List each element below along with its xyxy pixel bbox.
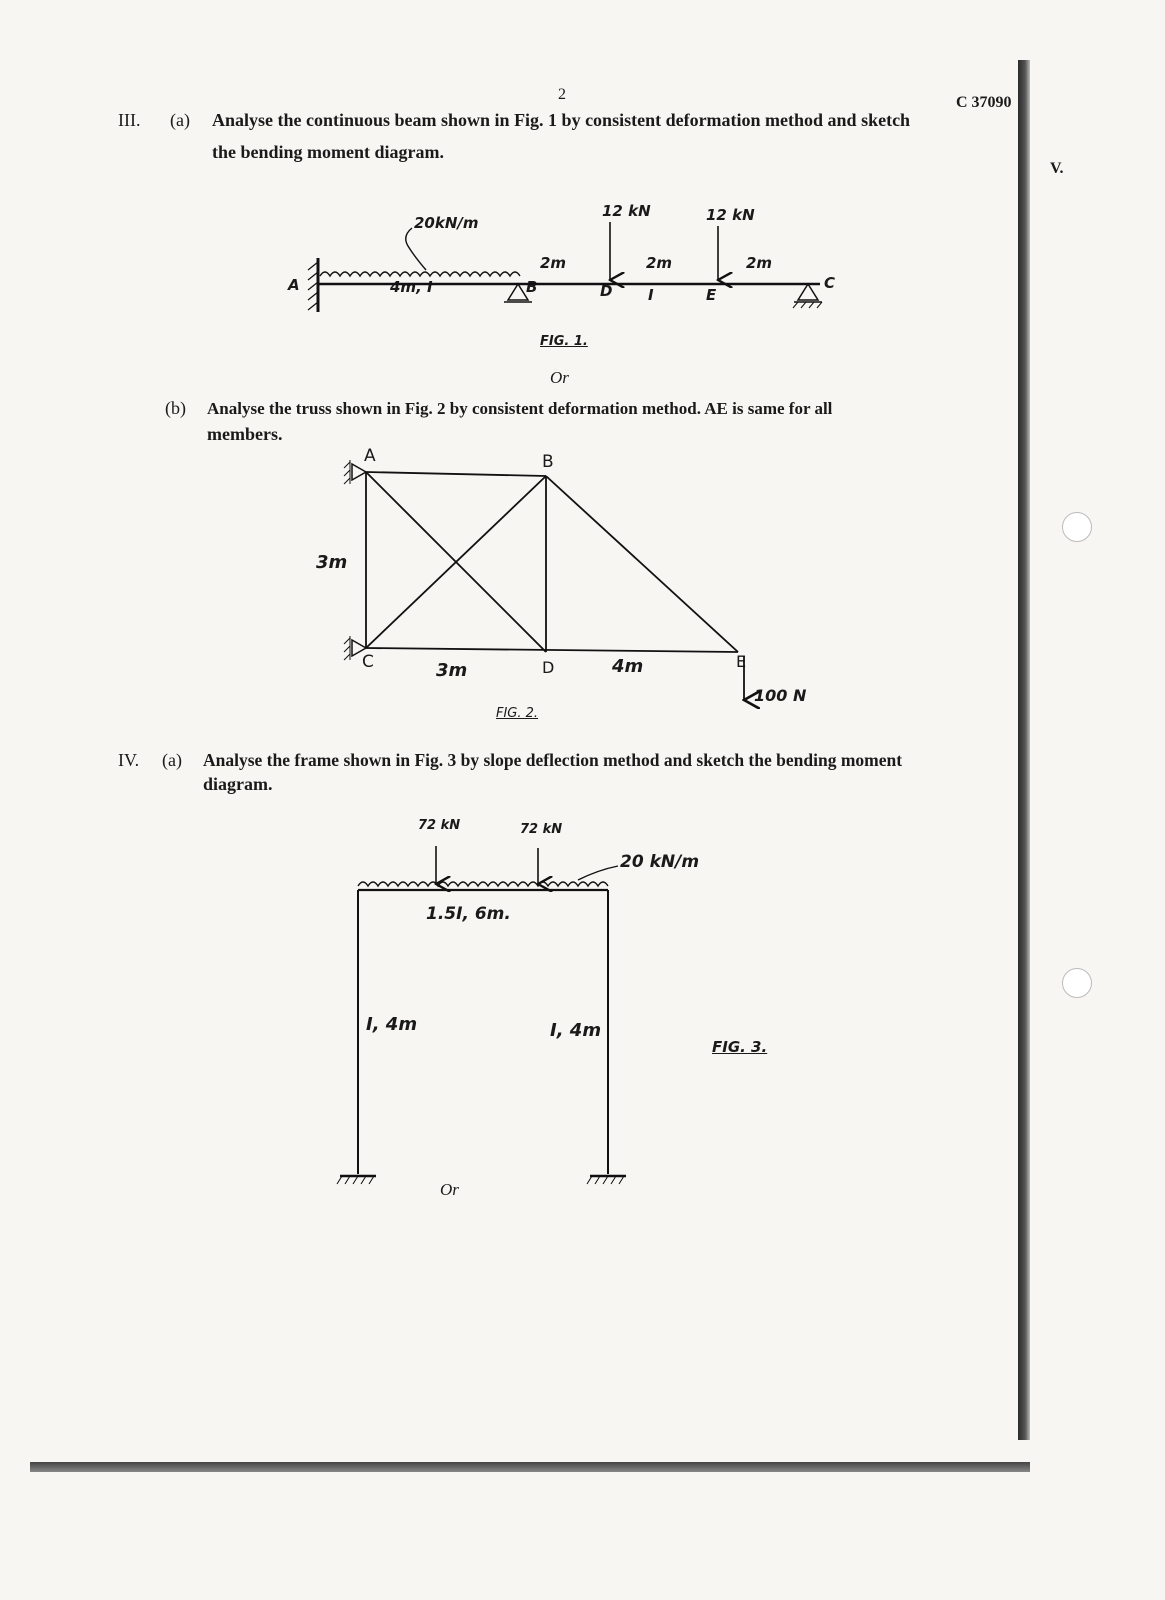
fig1-span-de: 2m [646,254,673,272]
fig2-caption: FIG. 2. [496,706,539,721]
fig3-portal-frame [337,846,626,1184]
fig3-load1-label: 72 kN [418,818,461,833]
fig2-point-a: A [364,446,376,466]
fig3-load2-label: 72 kN [520,822,563,837]
fig2-point-e: E [736,652,747,671]
fig3-right-column-label: I, 4m [550,1020,602,1041]
fig1-load2-label: 12 kN [706,206,755,224]
question-iii-b-line1: Analyse the truss shown in Fig. 2 by consistent deformation method. AE is same for all [207,399,833,418]
fig2-load-label: 100 N [754,686,807,705]
part-a-label: (a) [170,110,190,130]
fig3-left-column-label: I, 4m [366,1014,418,1035]
fig1-point-e: E [706,286,717,304]
fig1-point-c: C [824,274,836,292]
question-number-iv: IV. [118,750,140,770]
fig1-point-a: A [288,276,300,294]
part-b-label: (b) [165,398,186,418]
fig3-beam-label: 1.5I, 6m. [426,904,511,924]
fig2-point-b: B [542,452,554,472]
fig1-point-d: D [600,282,613,300]
page-number: 2 [558,86,566,103]
question-iii-a-line2: the bending moment diagram. [212,142,445,162]
fig3-caption: FIG. 3. [712,1038,768,1056]
fig2-span-cd: 3m [436,660,468,681]
fig1-inertia-bc: I [648,286,654,304]
question-iv-a-line2: diagram. [203,774,273,794]
question-iii-a-line1: Analyse the continuous beam shown in Fig. 1 by consistent deformation method and sketch [212,110,911,130]
question-iii-b-line2: members. [207,424,283,444]
fig1-span-ab: 4m, I [390,278,433,296]
fig2-truss [344,460,747,700]
fig1-caption: FIG. 1. [540,334,588,349]
fig1-span-ec: 2m [746,254,773,272]
or-separator-2: Or [440,1180,459,1199]
fig2-height: 3m [316,552,348,573]
part-iv-a-label: (a) [162,750,182,770]
fig2-span-de: 4m [612,656,644,677]
fig1-udl-label: 20kN/m [414,214,479,232]
fig3-udl-label: 20 kN/m [620,852,700,872]
or-separator-1: Or [550,368,569,387]
question-number-iii: III. [118,110,141,130]
fig1-span-bd: 2m [540,254,567,272]
question-iv-a-line1: Analyse the frame shown in Fig. 3 by slope deflection method and sketch the bending moment [203,750,903,770]
fig1-load1-label: 12 kN [602,202,651,220]
paper-code: C 37090 [956,94,1012,111]
fig1-point-b: B [526,278,538,296]
margin-mark: V. [1050,160,1064,177]
fig1-continuous-beam [308,222,822,312]
fig2-point-c: C [362,652,374,672]
fig2-point-d: D [542,658,555,677]
